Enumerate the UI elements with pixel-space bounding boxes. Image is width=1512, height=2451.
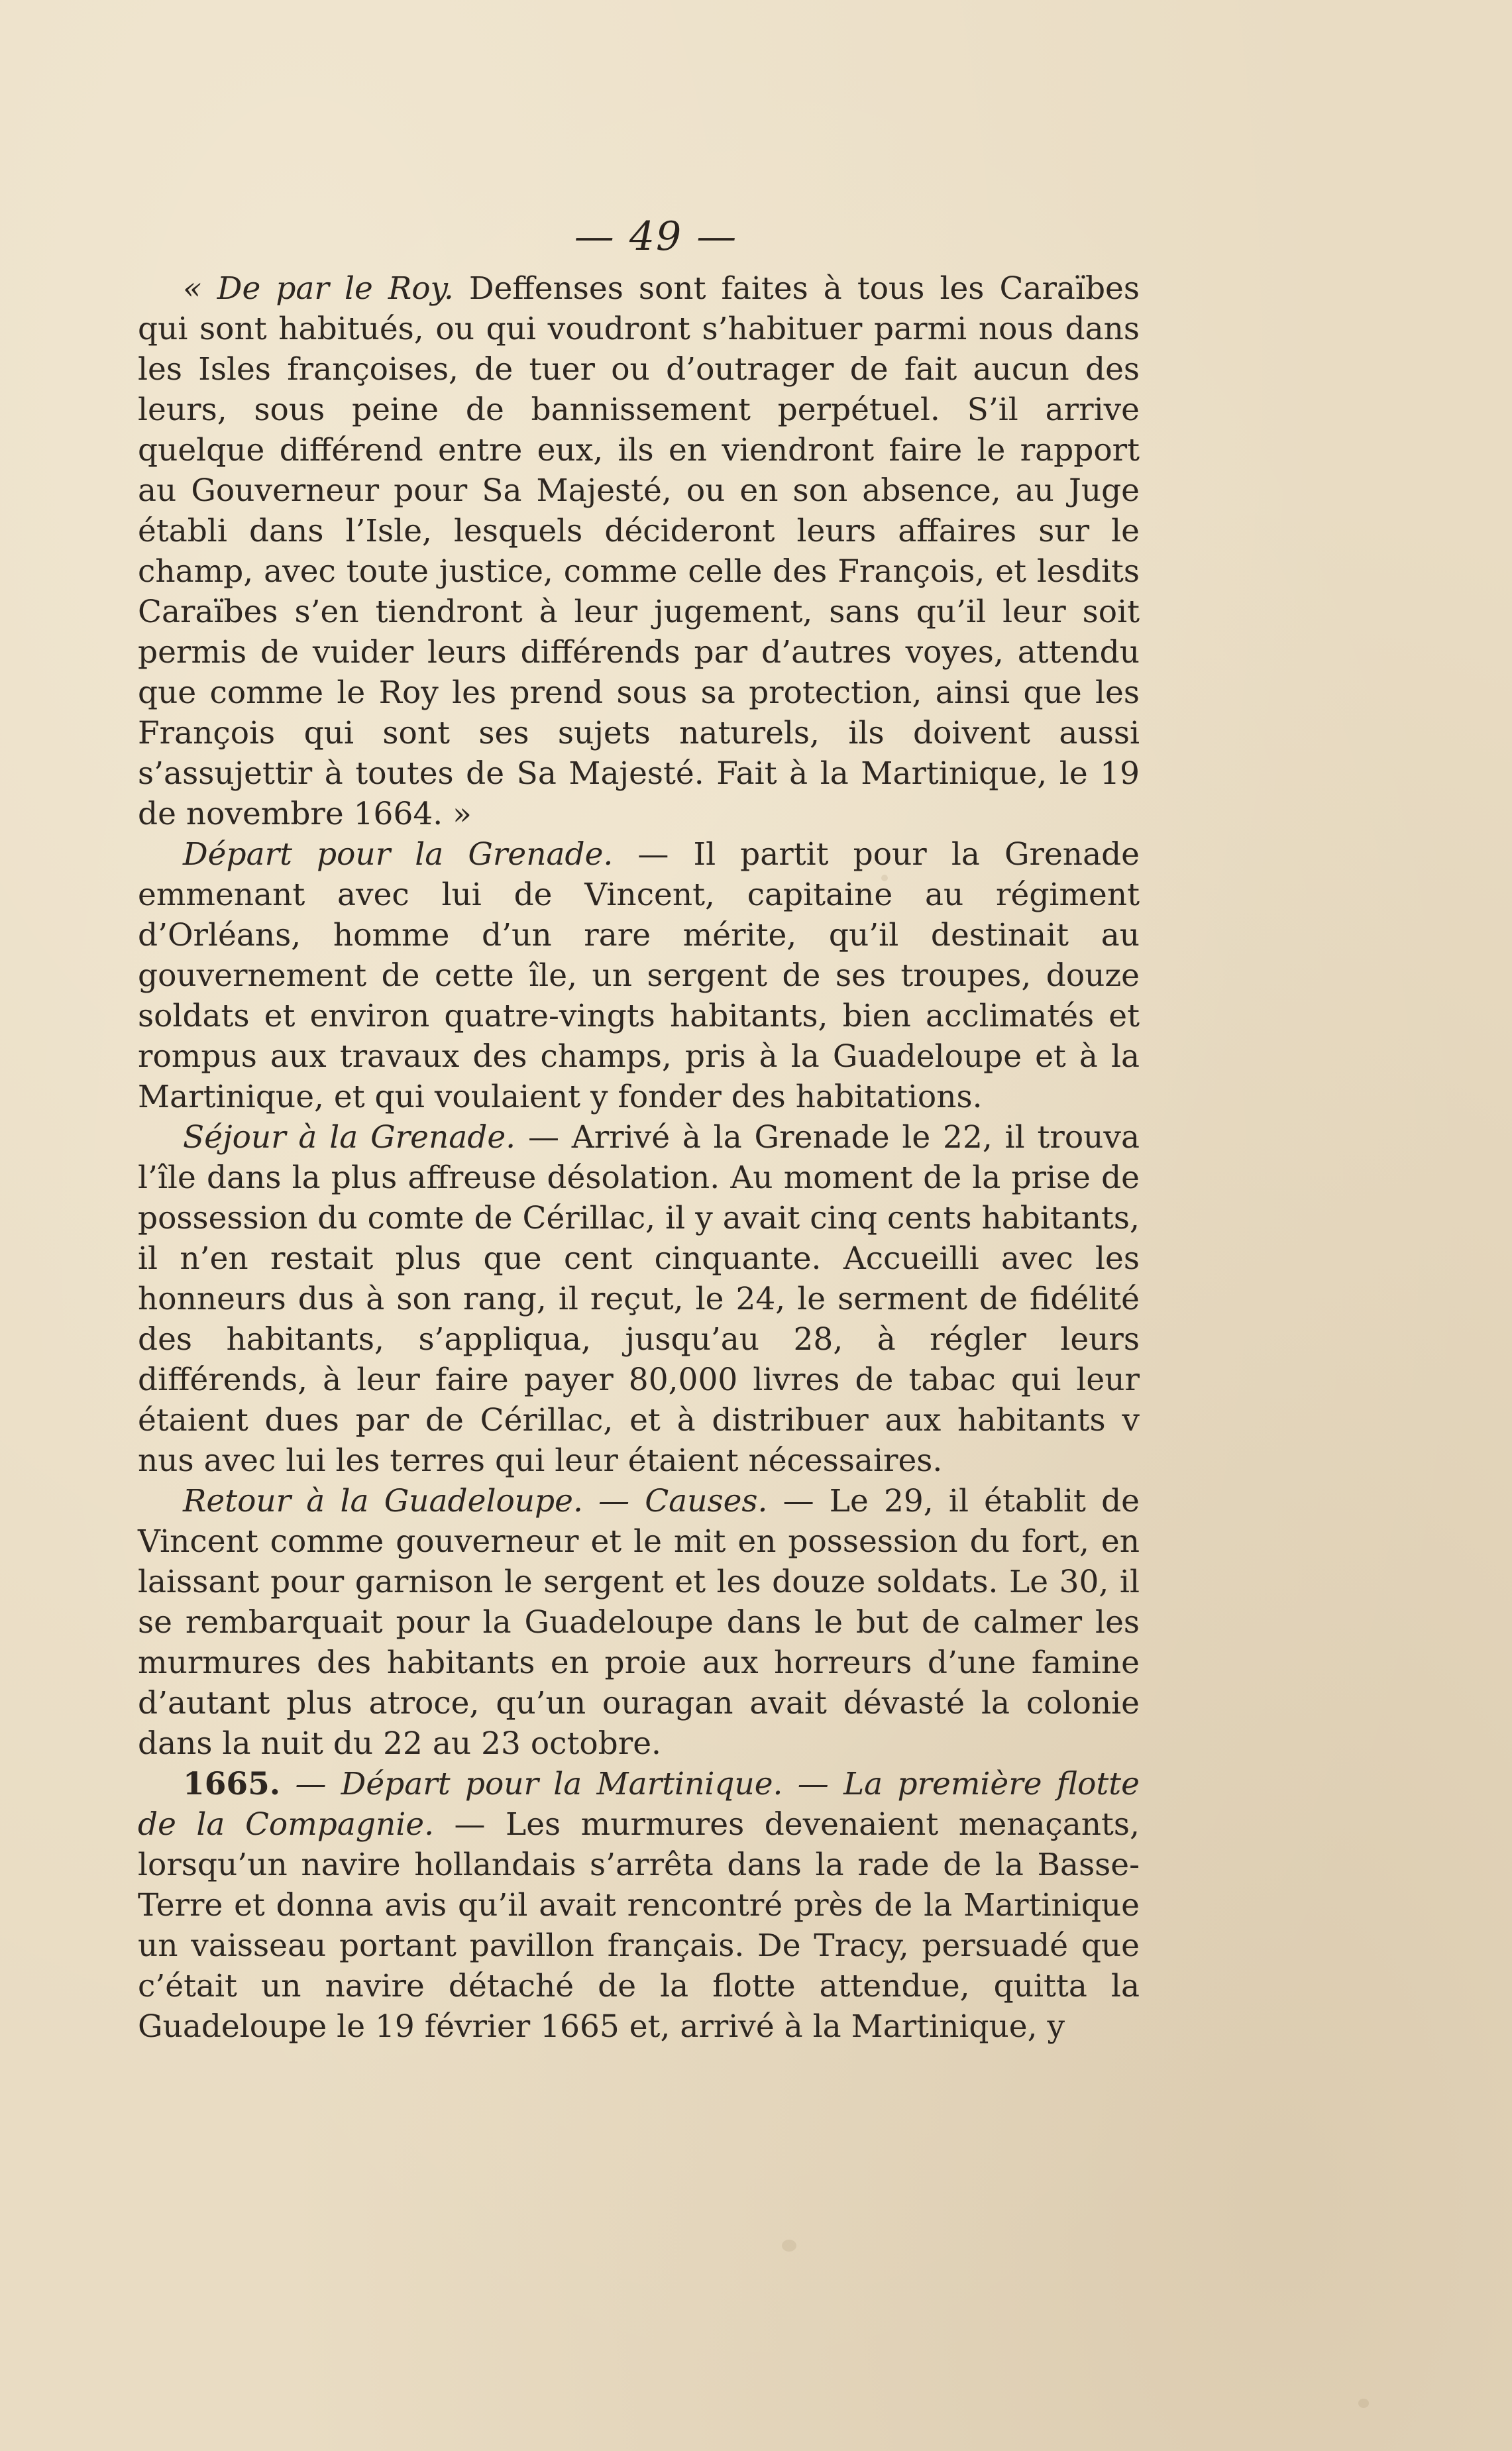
paragraph-body: Deffenses sont faites à tous les Caraïbes qui sont habitués, ou qui voudront s’habituer parmi nous dans les Isles françoises, de tuer ou d’outrager de fait aucun des leurs, sous peine de bannissement perpétuel. S’il arrive quelque différend entre eux, ils en viendront faire le rapport au Gouverneur pour Sa Majesté, ou en son absence, au Juge établi dans l’Isle, lesquels décideront leurs affaires sur le champ, avec toute justice, comme celle des François, et lesdits Caraïbes s’en tiendront à leur jugement, sans qu’il leur soit permis de vuider leurs différends par d’autres voyes, attendu que comme le Roy les prend sous sa protection, ainsi que les François qui sont ses sujets naturels, ils doivent aussi s’assujettir à toutes de Sa Majesté. Fait à la Martinique, le 19 de novembre 1664. » — [138, 270, 1140, 832]
paragraph-title: Séjour à la Grenade. — [183, 1119, 516, 1156]
paragraph-retour-guadeloupe — [138, 1481, 1140, 1764]
page-number: — 49 — — [574, 213, 738, 260]
paragraph-depart-martinique — [138, 1764, 1140, 2047]
paragraph-body: — Le 29, il établit de Vincent comme gouverneur et le mit en possession du fort, en laissant pour garnison le sergent et les douze soldats. Le 30, il se rembarquait pour la Guadeloupe dans le but de calmer les murmures des habitants en proie aux horreurs d’une famine d’autant plus atroce, qu’un ouragan avait dévasté la colonie dans la nuit du 22 au 23 octobre. — [138, 1483, 1140, 1762]
body-text — [138, 268, 1140, 2047]
paragraph-title: Retour à la Guadeloupe. — Causes. — [183, 1483, 768, 1519]
paragraph-body: — Il partit pour la Grenade emmenant avec lui de Vincent, capitaine au régiment d’Orléans, homme d’un rare mérite, qu’il destinait au gouvernement de cette île, un sergent de ses troupes, douze soldats et environ quatre-vingts habitants, bien acclimatés et rompus aux travaux des champs, pris à la Guadeloupe et à la Martinique, et qui voulaient y fonder des habitations. — [138, 836, 1140, 1115]
paragraph-title: « De par le Roy. — [183, 270, 454, 307]
paragraph-body: — Les murmures devenaient menaçants, lorsqu’un navire hollandais s’arrêta dans la rade de la Basse-Terre et donna avis qu’il avait rencontré près de la Martinique un vaisseau portant pavillon français. De Tracy, persuadé que c’était un navire détaché de la flotte attendue, quitta la Guadeloupe le 19 février 1665 et, arrivé à la Martinique, y — [138, 1806, 1140, 2045]
paper-stain — [1358, 2399, 1369, 2408]
paragraph-year: 1665. — [183, 1766, 281, 1802]
paragraph-ordonnance — [138, 268, 1140, 834]
paragraph-body: — Arrivé à la Grenade le 22, il trouva l’île dans la plus affreuse désolation. Au moment de la prise de possession du comte de Cérillac, il y avait cinq cents habitants, il n’en restait plus que cent cinquante. Accueilli avec les honneurs dus à son rang, il reçut, le 24, le serment de fidélité des habitants, s’appliqua, jusqu’au 28, à régler leurs différends, à leur faire payer 80,000 livres de tabac qui leur étaient dues par de Cérillac, et à distribuer aux habitants v nus avec lui les terres qui leur étaient nécessaires. — [138, 1119, 1140, 1479]
paper-stain — [782, 2240, 796, 2252]
paragraph-title: — Départ pour la Martinique. — La première flotte de la Compagnie. — [138, 1766, 1140, 1843]
paragraph-title: Départ pour la Grenade. — [183, 836, 614, 873]
paragraph-depart-grenade — [138, 834, 1140, 1117]
paragraph-sejour-grenade — [138, 1117, 1140, 1481]
